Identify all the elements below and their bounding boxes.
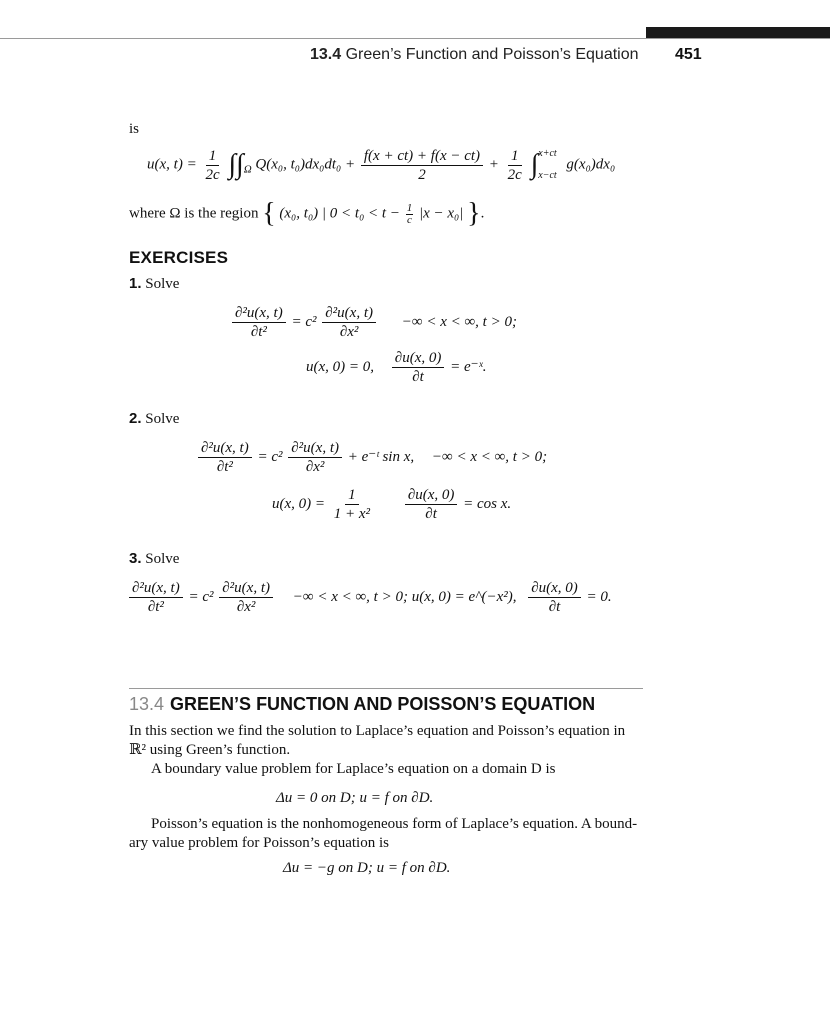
region-tail: |x − x₀| (418, 205, 464, 222)
section-rule (129, 688, 643, 689)
is-word: is (129, 121, 140, 137)
exercise-1-label: 1. Solve (129, 275, 180, 292)
running-header (310, 46, 639, 64)
exercise-2-label: 2. Solve (129, 410, 180, 427)
frac-f: $\frac{f(x + ct) + f(x - ct)}{2}$ (361, 148, 483, 183)
header-rule (0, 38, 830, 39)
section-para1-line1: In this section we find the solution to Laplace’s equation and Poisson’s equation in (129, 723, 626, 739)
section-para2: A boundary value problem for Laplace’s equation on a domain D is (151, 761, 556, 777)
exercise-1-ic: u(x, 0) = 0, $\frac{\partial u(x, 0)}{\partial t}$ = e⁻ˣ. (306, 350, 487, 385)
section-heading: 13.4 GREEN’S FUNCTION AND POISSON’S EQUATION (129, 694, 596, 714)
section-para1-line2: ℝ² using Green’s function. (129, 742, 291, 758)
region-frac: $\frac{1}{c}$ (406, 201, 413, 226)
right-brace-icon: } (467, 198, 481, 229)
lower-limit: x−ct (538, 170, 557, 181)
header-section-title: Green’s Function and Poisson’s Equation (345, 46, 639, 63)
u-lhs: u(x, t) = (147, 156, 197, 173)
region-definition: where Ω is the region { (x₀, t₀) | 0 < t₀ < t − $\frac{1}{c}$ |x − x₀| }. (129, 198, 485, 229)
poisson-bvp-equation: Δu = −g on D; u = f on ∂D. (283, 860, 451, 876)
header-section-number: 13.4 (310, 46, 342, 63)
exercises-heading: EXERCISES (129, 248, 229, 267)
page-number: 451 (675, 46, 702, 63)
left-brace-icon: { (262, 198, 276, 229)
section-para3-line2: ary value problem for Poisson’s equation is (129, 835, 389, 851)
upper-limit: x+ct (538, 148, 557, 159)
frac-1-2c-b: $\frac{1}{2c}$ (507, 147, 522, 183)
where-text: where Ω is the region (129, 205, 259, 222)
integrand: Q(x₀, t₀)dx₀dt₀ + (255, 156, 356, 173)
exercise-1-pde: $\frac{\text{∂²u(x, t)}}{\text{∂t²}}$ = c² $\frac{\text{∂²u(x, t)}}{\text{∂x²}}$ −∞ < x < ∞, t > 0; (230, 305, 517, 340)
frac-1-2c: $\frac{1}{2c}$ (205, 147, 220, 183)
integral-icon: ∫ (530, 149, 539, 180)
exercise-3-pde: $\frac{\text{∂²u(x, t)}}{\text{∂t²}}$ = c² $\frac{\text{∂²u(x, t)}}{\text{∂x²}}$ −∞ < x < ∞, t > 0; u(x, 0) = e^(−x²), $\frac{\partial u(x, 0)}{\partial t}$ = 0. (127, 580, 612, 615)
laplace-bvp-equation: Δu = 0 on D; u = f on ∂D. (276, 790, 434, 806)
exercise-2-pde: $\frac{\text{∂²u(x, t)}}{\text{∂t²}}$ = c² $\frac{\text{∂²u(x, t)}}{\text{∂x²}}$ + e⁻ᵗ sin x, −∞ < x < ∞, t > 0; (196, 440, 547, 475)
g-integrand: g(x₀)dx₀ (566, 156, 616, 173)
region-set: (x₀, t₀) | 0 < t₀ < t − (279, 205, 400, 222)
exercise-2-ic: u(x, 0) = $\frac{1}{\text{1 + x²}}$ $\frac{\partial u(x, 0)}{\partial t}$ = cos x. (272, 487, 512, 522)
double-integral-icon: ∫∫ (228, 149, 244, 180)
omega-sub: Ω (243, 163, 252, 176)
solution-formula: u(x, t) = $\frac{1}{2c}$ $\int\int_\Omega$ Q(x₀, t₀)dx₀dt₀ + $\frac{f(x + ct) + f(x - ct)}{2}$ + $\frac{1}{2c}$ ∫ x+ct x−ct g(x₀)dx₀ (147, 143, 615, 187)
section-para3-line1: Poisson’s equation is the nonhomogeneous form of Laplace’s equation. A bound- (151, 816, 638, 832)
exercise-3-label: 3. Solve (129, 550, 180, 567)
